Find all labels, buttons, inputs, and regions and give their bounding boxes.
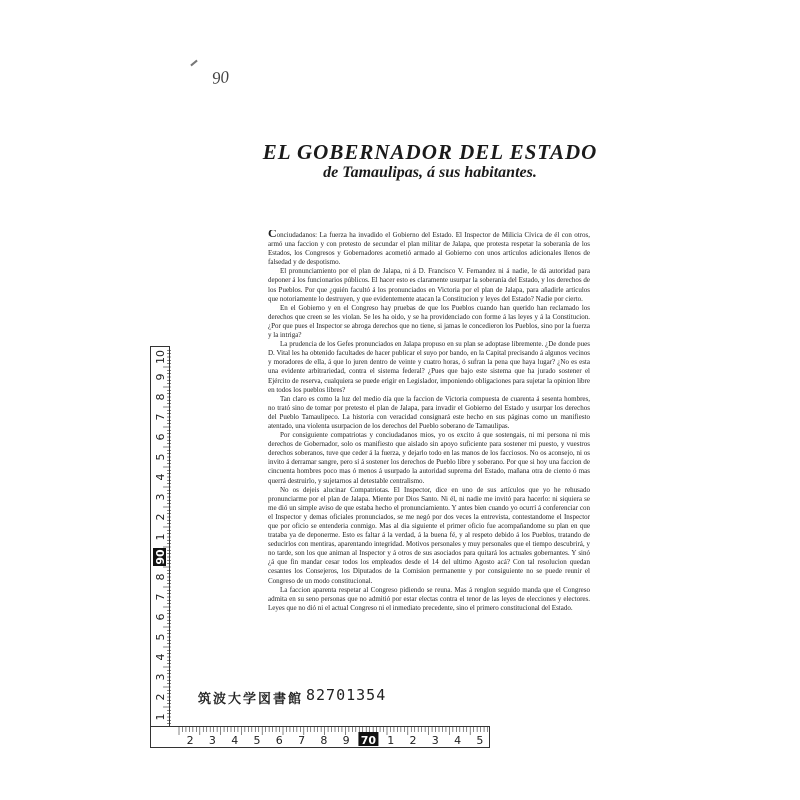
ruler-label-group — [154, 454, 167, 461]
ruler-label-group — [154, 574, 167, 581]
ruler-label-group — [154, 714, 167, 721]
ruler-number: 2 — [186, 734, 194, 747]
drop-cap: C — [268, 230, 277, 240]
ruler-number: 2 — [154, 513, 167, 521]
ruler-number: 1 — [154, 713, 167, 721]
body-paragraph: En el Gobierno y en el Congreso hay pruebas de que los Pueblos cuando han querido han reclamado los derechos que creen se les violan. Se les ha oido, y se ha providenciado con forme á las leyes y á la Constitucion. ¿Por que pues el Inspector se abroga derechos que no tiene, si jamas le concedieron los Pueblos, sino por la fuerza y la intriga? — [268, 303, 590, 340]
ruler-number: 4 — [231, 734, 239, 747]
ruler-label-group — [154, 374, 167, 381]
ruler-number: 3 — [431, 734, 439, 747]
body-paragraph: El pronunciamiento por el plan de Jalapa, ni á D. Francisco V. Fernandez ni á nadie, le dá autoridad para deponer á los funcionarios públicos. El hacer esto es claramente usurpar la soberanía del Estado, y los derechos de los Pueblos. Por que ¿quién facultó á los pronunciados en Victoria por el plan de Jalapa, para añadirle artículos que notoriamente lo destruyen, y que evidentemente atacan la Constitucion y leyes del Estado? Nadie por cierto. — [268, 267, 590, 303]
document-body — [268, 230, 590, 678]
ruler-number: 70 — [360, 734, 377, 747]
ruler-number: 4 — [454, 734, 462, 747]
ruler-label-group — [154, 434, 167, 441]
body-paragraph: La faccion aparenta respetar al Congreso pidiendo se reuna. Mas á renglon seguido manda que el Congreso admita en su seno personas que no admitió por estar electas contra el tenor de las leyes de elecciones y electores. Leyes que no dió ni el actual Congreso ni el inmediato precedente, sino el primero constitucional del Estado. — [268, 585, 590, 612]
ruler-number: 2 — [409, 734, 417, 747]
ruler-label-group — [154, 534, 167, 541]
ruler-label-group — [154, 594, 167, 601]
ruler-number: 3 — [154, 673, 167, 681]
ruler-number: 7 — [154, 413, 167, 421]
ruler-number: 8 — [154, 393, 167, 401]
ruler-number: 4 — [154, 473, 167, 481]
ruler-number: 8 — [320, 734, 328, 747]
ruler-number: 90 — [154, 549, 167, 565]
handwritten-page-number: 90 — [211, 67, 230, 88]
ruler-number: 4 — [154, 653, 167, 661]
ruler-number: 5 — [476, 734, 484, 747]
ruler-number: 3 — [154, 493, 167, 501]
body-paragraph — [268, 230, 590, 267]
horizontal-scale-ruler — [150, 726, 490, 748]
ruler-number: 1 — [154, 533, 167, 541]
ruler-label-group — [154, 414, 167, 421]
ruler-number: 3 — [208, 734, 216, 747]
ruler-label-group — [153, 548, 167, 566]
ruler-number: 7 — [154, 593, 167, 601]
body-paragraph: Por consiguiente compatriotas y conciudadanos mios, yo os excito á que sostengais, ni mi persona ni mis derechos de Gobernador, solo os manifiesto que aislado sin apoyo suficiente para sostener mi puesto, y vuestros derechos soberanos, tuve que ceder á la fuerza, y dejarlo todo en las manos de los facciosos. No os aconsejo, ni os invito á derramar sangre, pero sí á sostener los derechos de Pueblo libre y soberano. Por que si hoy una faccion de cincuenta hombres poco mas ó menos á usurpado la autoridad suprema del Estado, mañana otra de ciento ó mas querrá destruirlo, y sujetarnos al detestable centralismo. — [268, 431, 590, 485]
body-paragraph: No os dejeis alucinar Compatriotas. El Inspector, dice en uno de sus artículos que yo he rehusado pronunciarme por el plan de Jalapa. Miente por Dios Santo. Ni él, ni nadie me invitó para hacerlo: ni siquiera se me dió un simple aviso de que estaba hecho el pronunciamiento. Y antes bien cuando yo ocurrí á conferenciar con el Inspector y demas oficiales pronunciados, se me negó por dos veces la entrevista, contestandome el Inspector que por oficio se entenderia conmigo. Mas al dia siguiente el primer oficio fue acompañandome su plan en que trataba ya de deponerme. Esto es faltar á la verdad, á la buena fé, y al respeto debido á los Pueblos, tratando de seducirlos con mentiras, aparentando integridad. Motivos personales y muy personales que el tiempo descubrirá, y no tarde, son los que animan al Inspector y á otros de sus asociados para quitará los actuales gobernantes. Y sinó ¿á que fin mandar cesar todos los empleados desde el 14 del ultimo Agosto acá? Con tal resolucion quedan cesantes los Consejeros, los Diputados de la Comision permanente y por consiguiente no se puede reunir el Congreso de un modo constitucional. — [268, 485, 590, 585]
ruler-label-group — [154, 634, 167, 641]
ruler-number: 8 — [154, 573, 167, 581]
ruler-number: 5 — [154, 633, 167, 641]
body-paragraph: Tan claro es como la luz del medio día que la faccion de Victoria compuesta de cuarenta á sesenta hombres, no trató sino de tomar por pretesto el plan de Jalapa, para invadir el Gobierno del Estado y usurpar los derechos del Pueblo Tamaulipeco. La historia con veracidad consignará este hecho en sus páginas como un manifiesto atentado, una violenta usurpacion de los derechos del Pueblo soberano de Tamaulipas. — [268, 394, 590, 430]
ruler-label-group — [154, 694, 167, 701]
ruler-number: 10 — [154, 350, 167, 364]
ruler-number: 2 — [154, 693, 167, 701]
ruler-label-group — [154, 494, 167, 501]
ruler-label-group — [154, 350, 167, 364]
document-title: EL GOBERNADOR DEL ESTADO — [262, 140, 598, 164]
paragraph-text: onciudadanos: La fuerza ha invadido el Gobierno del Estado. El Inspector de Milicia Cívica de él con otros, armó una faccion y con pretesto de secundar el plan militar de Jalapa, que protesta respetar la soberanía de los Estados, los Congresos y Gobernadores acometió armado al Gobierno con unos artículos adicionales llenos de falsedad y de despotismo. — [268, 231, 590, 267]
document-subtitle: de Tamaulipas, á sus habitantes. — [323, 164, 537, 181]
ink-speck — [190, 60, 197, 67]
ruler-number: 6 — [275, 734, 283, 747]
ruler-number: 9 — [154, 373, 167, 381]
ruler-label-group — [154, 654, 167, 661]
catalog-number: 82701354 — [306, 686, 387, 704]
ruler-label-group — [154, 514, 167, 521]
body-paragraph: La prudencia de los Gefes pronunciados en Jalapa propuso en su plan se adoptase libremente. ¿De donde pues D. Vital les ha obtenido facultades de hacer publicar el suyo por bando, en la Capital precisando á algunos vecinos y moradores de ella, á que lo juren dentro de veinte y cuatro horas, ó sufran la pena que haya lugar? ¿No es esta una evidente arbitrariedad, contra el sistema federal? ¿Pues que bajo este sistema que ha jurado sostener el Ejército de reserva, cualquiera se puede erigir en Legislador, imponiendo obligaciones para sujetar la opinion libre en todos los pueblos libres? — [268, 340, 590, 394]
library-stamp-label: 筑波大学図書館 — [198, 692, 304, 707]
ruler-number: 1 — [387, 734, 395, 747]
ruler-label-group — [154, 474, 167, 481]
ruler-label-group — [154, 614, 167, 621]
ruler-number: 7 — [298, 734, 306, 747]
ruler-number: 6 — [154, 433, 167, 441]
ruler-number: 6 — [154, 613, 167, 621]
ruler-label-group — [154, 674, 167, 681]
ruler-label-group — [154, 394, 167, 401]
ruler-number: 5 — [154, 453, 167, 461]
vertical-scale-ruler — [150, 346, 170, 746]
ruler-number: 9 — [342, 734, 350, 747]
ruler-number: 5 — [253, 734, 261, 747]
